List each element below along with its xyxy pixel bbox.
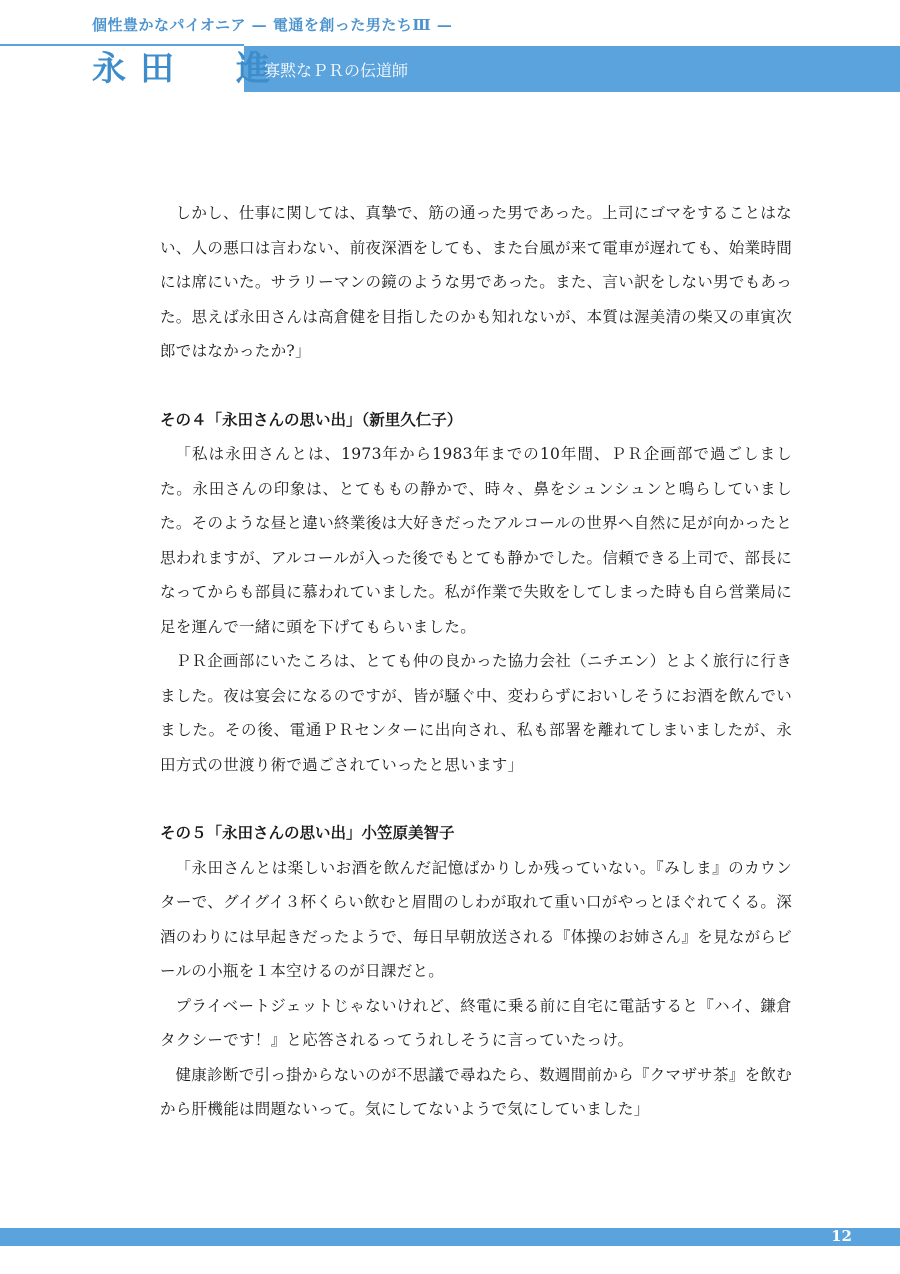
paragraph-6: 健康診断で引っ掛からないのが不思議で尋ねたら、数週間前から『クマザサ茶』を飲むから肝機能は問題ないって。気にしてないようで気にしていました」 <box>160 1065 792 1118</box>
page-subtitle: 寡黙なＰＲの伝道師 <box>264 61 409 80</box>
section-heading-5: その５「永田さんの思い出」小笠原美智子 <box>160 823 455 842</box>
paragraph-3: ＰＲ企画部にいたころは、とても仲の良かった協力会社（ニチエン）とよく旅行に行きました。夜は宴会になるのですが、皆が騒ぐ中、変わらずにおいしそうにお酒を飲んでいました。その後、電通ＰＲセンターに出向され、私も部署を離れてしまいましたが、永田方式の世渡り術で過ごされていったと思います」 <box>160 652 793 774</box>
series-title: 個性豊かなパイオニア — 電通を創った男たちⅢ — <box>92 16 453 34</box>
section-heading-4: その４「永田さんの思い出」（新里久仁子） <box>160 409 463 429</box>
paragraph-4: 「永田さんとは楽しいお酒を飲んだ記憶ばかりしか残っていない。『みしま』のカウンターで、グイグイ３杯くらい飲むと眉間のしわが取れて重い口がやっとほぐれてくる。深酒のわりには早起きだったようで、毎日早朝放送される『体操のお姉さん』を見ながらビールの小瓶を１本空けるのが日課だと。 <box>160 858 792 980</box>
article-body <box>160 196 792 1127</box>
person-name: 永田 進 <box>92 49 284 89</box>
paragraph-1: しかし、仕事に関しては、真摯で、筋の通った男であった。上司にゴマをすることはない、人の悪口は言わない、前夜深酒をしても、また台風が来て電車が遅れても、始業時間には席にいた。サラリーマンの鏡のような男であった。また、言い訳をしない男でもあった。思えば永田さんは高倉健を目指したのかも知れないが、本質は渥美清の柴又の車寅次郎ではなかったか?」 <box>160 204 793 360</box>
paragraph-5: プライベートジェットじゃないけれど、終電に乗る前に自宅に電話すると『ハイ、鎌倉タクシーです！』と応答されるってうれしそうに言っていたっけ。 <box>160 996 792 1049</box>
paragraph-2: 「私は永田さんとは、1973年から1983年までの10年間、ＰＲ企画部で過ごしました。永田さんの印象は、とてももの静かで、時々、鼻をシュンシュンと鳴らしていました。そのような昼と違い終業後は大好きだったアルコールの世界へ自然に足が向かったと思われますが、アルコールが入った後でもとても静かでした。信頼できる上司で、部長になってからも部員に慕われていました。私が作業で失敗をしてしまった時も自ら営業局に足を運んで一緒に頭を下げてもらいました。 <box>160 445 793 636</box>
footer-bar <box>0 1228 900 1246</box>
page-number: 12 <box>831 1227 852 1245</box>
